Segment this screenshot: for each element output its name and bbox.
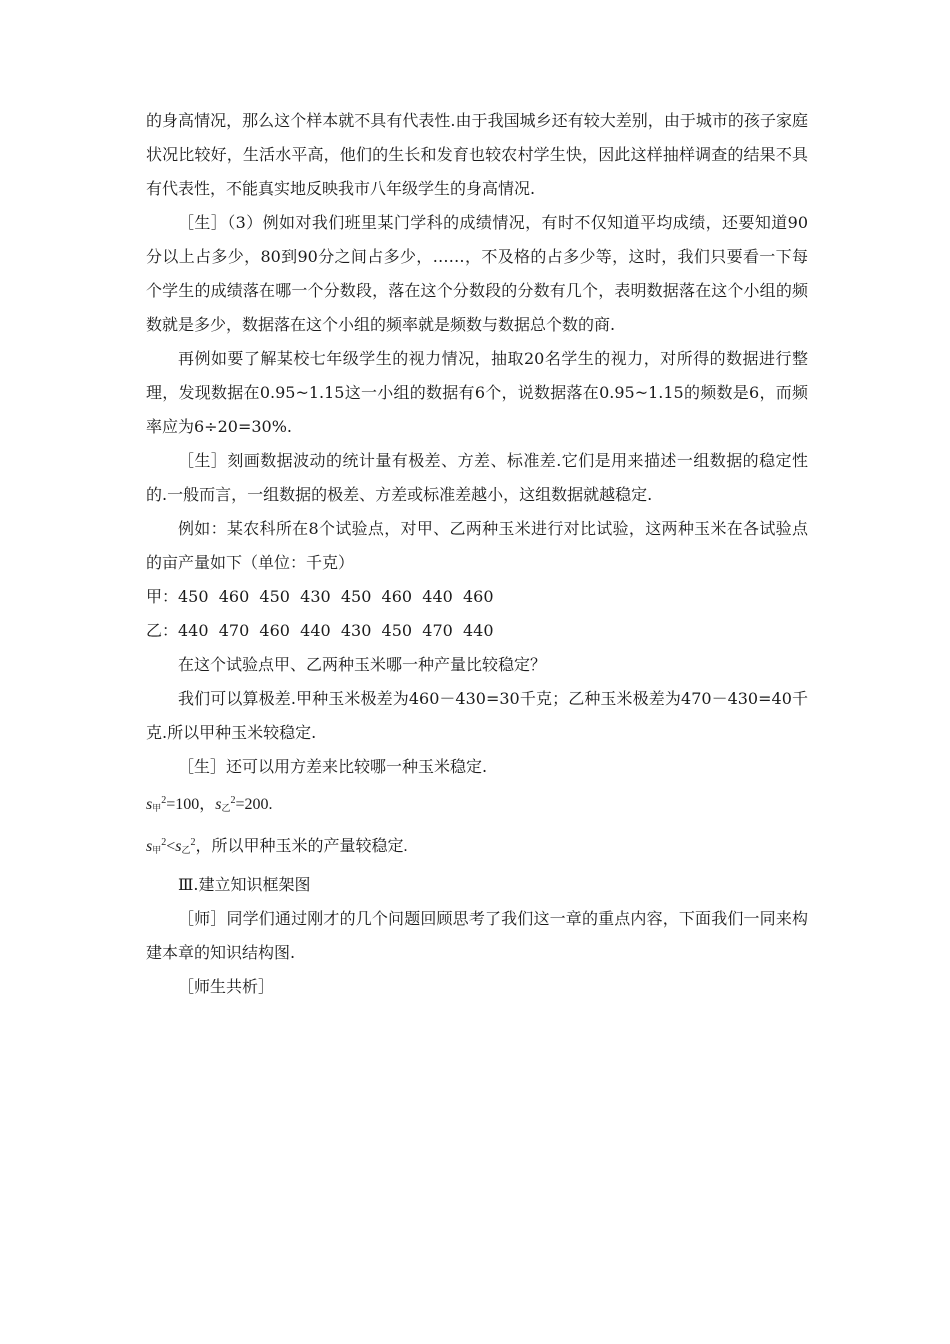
symbol-s: s	[175, 838, 182, 855]
less-than-sign: <	[166, 838, 176, 855]
formula-variances	[146, 784, 808, 826]
paragraph-dispersion: ［生］刻画数据波动的统计量有极差、方差、标准差.它们是用来描述一组数据的稳定性的.一般而言，一组数据的极差、方差或标准差越小，这组数据就越稳定.	[146, 451, 808, 504]
subscript-yi: 乙	[221, 804, 231, 814]
superscript-2: 2	[161, 795, 167, 806]
paragraph-corn-example: 例如：某农科所在8个试验点，对甲、乙两种玉米进行对比试验，这两种玉米在各试验点的亩产量如下（单位：千克）	[146, 519, 808, 572]
paragraph-question: 在这个试验点甲、乙两种玉米哪一种产量比较稳定？	[178, 655, 547, 674]
document-page	[146, 104, 808, 1004]
paragraph-range: 我们可以算极差.甲种玉米极差为460－430=30千克；乙种玉米极差为470－430=40千克.所以甲种玉米较稳定.	[146, 689, 808, 742]
paragraph-frequency: ［生］（3）例如对我们班里某门学科的成绩情况，有时不仅知道平均成绩，还要知道90分以上占多少，80到90分之间占多少，……，不及格的占多少等，这时，我们只要看一下每个学生的成绩落在哪一个分数段，落在这个分数段的分数有几个，表明数据落在这个小组的频数就是多少，数据落在这个小组的频率就是频数与数据总个数的商.	[146, 213, 808, 334]
conclusion-text: ，所以甲种玉米的产量较稳定.	[195, 838, 408, 855]
symbol-s: s	[146, 796, 153, 813]
formula-comparison	[146, 826, 808, 868]
subscript-jia: 甲	[152, 846, 162, 856]
symbol-s: s	[215, 796, 222, 813]
superscript-2: 2	[230, 795, 236, 806]
subscript-yi: 乙	[181, 846, 191, 856]
paragraph-vision-example: 再例如要了解某校七年级学生的视力情况，抽取20名学生的视力，对所得的数据进行整理，发现数据在0.95~1.15这一小组的数据有6个，说数据落在0.95~1.15的频数是6，而频率应为6÷20=30%.	[146, 349, 808, 436]
value-jia: =100，	[166, 796, 216, 813]
superscript-2: 2	[190, 837, 196, 848]
paragraph-joint-analysis: ［师生共析］	[178, 977, 275, 996]
paragraph-teacher: ［师］同学们通过刚才的几个问题回顾思考了我们这一章的重点内容，下面我们一同来构建本章的知识结构图.	[146, 909, 808, 962]
data-row-yi: 乙：440 470 460 440 430 450 470 440	[146, 621, 494, 640]
symbol-s: s	[146, 838, 153, 855]
subscript-jia: 甲	[152, 804, 162, 814]
paragraph-height-sample: 的身高情况，那么这个样本就不具有代表性.由于我国城乡还有较大差别，由于城市的孩子家庭状况比较好，生活水平高，他们的生长和发育也较农村学生快，因此这样抽样调查的结果不具有代表性，不能真实地反映我市八年级学生的身高情况.	[146, 111, 808, 198]
section-heading-framework: Ⅲ.建立知识框架图	[178, 875, 311, 894]
superscript-2: 2	[161, 837, 167, 848]
paragraph-variance-intro: ［生］还可以用方差来比较哪一种玉米稳定.	[178, 757, 488, 776]
value-yi: =200.	[235, 796, 273, 813]
data-row-jia: 甲：450 460 450 430 450 460 440 460	[146, 587, 494, 606]
